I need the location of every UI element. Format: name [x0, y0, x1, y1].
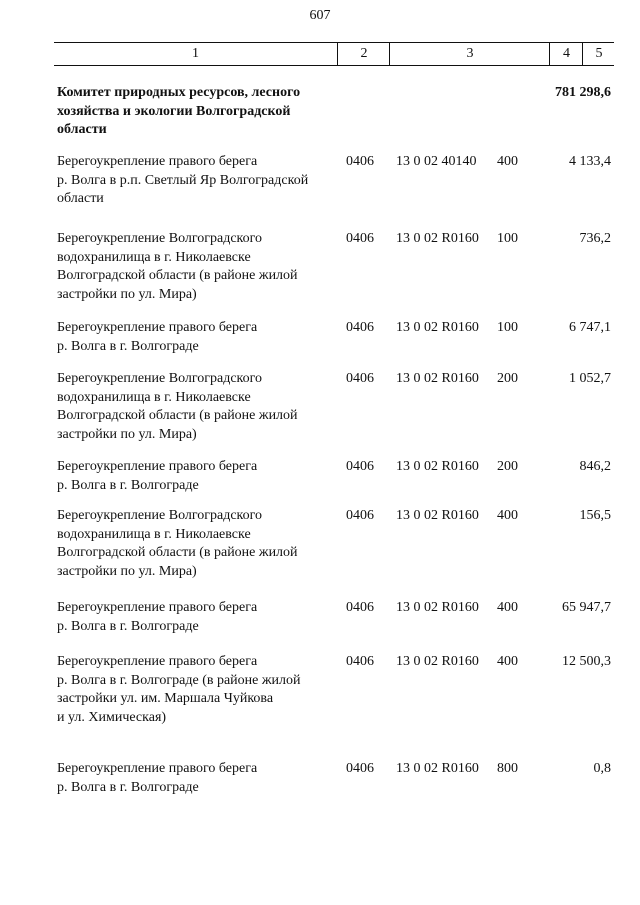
header-col-1: 1	[192, 46, 199, 61]
row-target-code: 13 0 02 R0160	[396, 371, 479, 386]
row-amount: 0,8	[593, 761, 611, 776]
row-target-code: 13 0 02 40140	[396, 154, 477, 169]
row-amount: 12 500,3	[562, 654, 611, 669]
row-name: Берегоукрепление Волгоградского водохранилища в г. Николаевске Волгоградской области (в районе жилой застройки по ул. Мира)	[57, 371, 298, 442]
row-section-code: 0406	[346, 154, 374, 169]
page-number: 607	[309, 8, 331, 23]
row-target-code: 13 0 02 R0160	[396, 320, 479, 335]
ministry-name: Комитет природных ресурсов, лесного хозяйства и экологии Волгоградской области	[57, 85, 301, 137]
row-target-code: 13 0 02 R0160	[396, 654, 479, 669]
row-expense-type: 200	[497, 459, 518, 474]
row-target-code: 13 0 02 R0160	[396, 508, 479, 523]
row-section-code: 0406	[346, 320, 374, 335]
row-expense-type: 400	[497, 654, 518, 669]
row-section-code: 0406	[346, 508, 374, 523]
row-section-code: 0406	[346, 654, 374, 669]
row-amount: 156,5	[579, 508, 611, 523]
row-amount: 736,2	[579, 231, 611, 246]
row-amount: 1 052,7	[569, 371, 611, 386]
row-target-code: 13 0 02 R0160	[396, 231, 479, 246]
header-col-5: 5	[582, 43, 615, 65]
row-expense-type: 400	[497, 600, 518, 615]
row-amount: 4 133,4	[569, 154, 611, 169]
row-section-code: 0406	[346, 371, 374, 386]
table-header	[54, 42, 614, 66]
row-amount: 846,2	[579, 459, 611, 474]
row-section-code: 0406	[346, 459, 374, 474]
header-col-4: 4	[549, 43, 583, 65]
row-name: Берегоукрепление правого берега р. Волга в г. Волгограде	[57, 600, 258, 634]
ministry-amount: 781 298,6	[555, 85, 611, 100]
row-expense-type: 100	[497, 231, 518, 246]
row-name: Берегоукрепление правого берега р. Волга в г. Волгограде	[57, 320, 258, 354]
row-expense-type: 400	[497, 154, 518, 169]
row-name: Берегоукрепление правого берега р. Волга в г. Волгограде	[57, 459, 258, 493]
row-section-code: 0406	[346, 761, 374, 776]
row-amount: 65 947,7	[562, 600, 611, 615]
row-name: Берегоукрепление Волгоградского водохранилища в г. Николаевске Волгоградской области (в районе жилой застройки по ул. Мира)	[57, 231, 298, 302]
row-name: Берегоукрепление правого берега р. Волга в г. Волгограде (в районе жилой застройки ул. им. Маршала Чуйкова и ул. Химическая)	[57, 654, 301, 725]
row-expense-type: 200	[497, 371, 518, 386]
row-target-code: 13 0 02 R0160	[396, 459, 479, 474]
row-target-code: 13 0 02 R0160	[396, 761, 479, 776]
header-col-3: 3	[389, 43, 550, 65]
row-amount: 6 747,1	[569, 320, 611, 335]
row-target-code: 13 0 02 R0160	[396, 600, 479, 615]
row-expense-type: 800	[497, 761, 518, 776]
row-section-code: 0406	[346, 231, 374, 246]
row-section-code: 0406	[346, 600, 374, 615]
row-name: Берегоукрепление Волгоградского водохранилища в г. Николаевске Волгоградской области (в районе жилой застройки по ул. Мира)	[57, 508, 298, 579]
row-name: Берегоукрепление правого берега р. Волга в г. Волгограде	[57, 761, 258, 795]
row-expense-type: 400	[497, 508, 518, 523]
row-name: Берегоукрепление правого берега р. Волга в р.п. Светлый Яр Волгоградской области	[57, 154, 309, 206]
header-col-2: 2	[337, 43, 390, 65]
row-expense-type: 100	[497, 320, 518, 335]
